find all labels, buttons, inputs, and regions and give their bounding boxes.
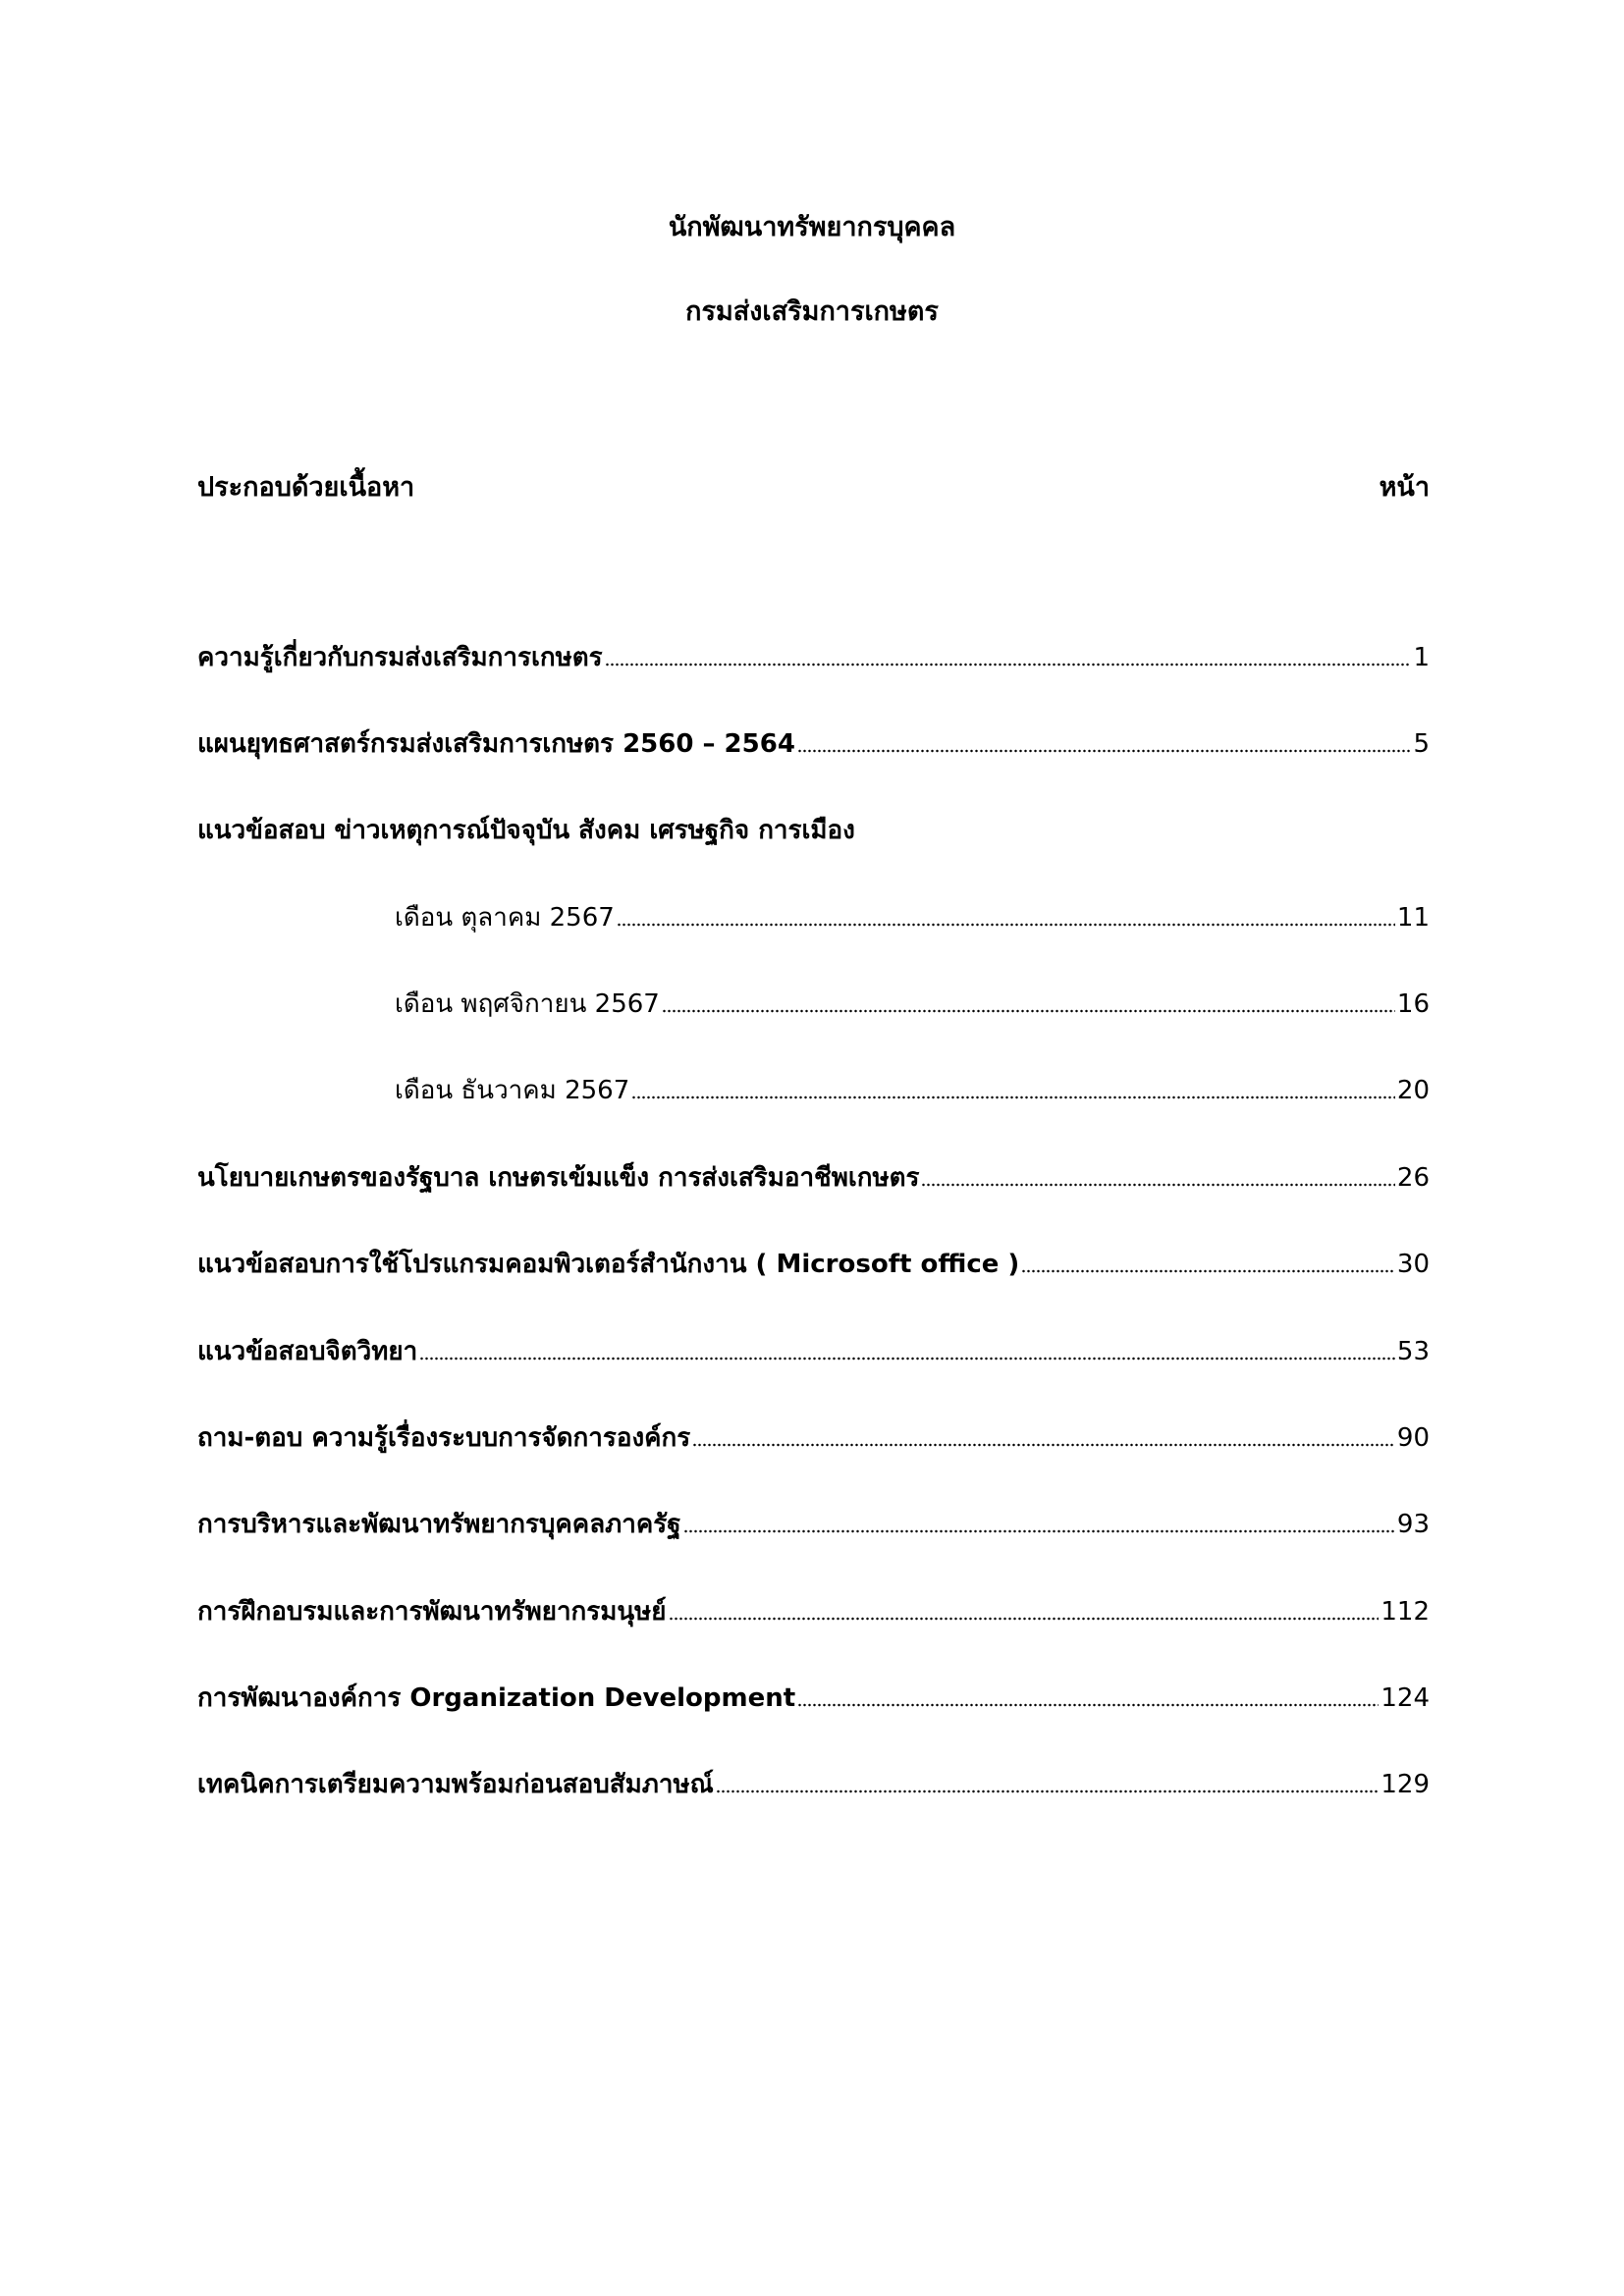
toc-entry-page: 129 [1380,1770,1430,1799]
dot-leader [692,1439,1395,1447]
toc-entry-page: 93 [1396,1510,1430,1539]
toc-entry-label: เทคนิคการเตรียมความพร้อมก่อนสอบสัมภาษณ์ [197,1770,714,1799]
toc-entry-page: 16 [1396,989,1430,1019]
toc-entry[interactable] [197,1591,1430,1632]
dot-leader [683,1525,1395,1533]
toc-entry-page: 5 [1413,729,1430,759]
dot-leader [617,919,1395,927]
toc-entry[interactable] [197,1764,1430,1805]
toc-entry-page: 26 [1396,1163,1430,1193]
toc-entry-label: ความรู้เกี่ยวกับกรมส่งเสริมการเกษตร [197,643,603,672]
toc-entry-label: แนวข้อสอบจิตวิทยา [197,1337,418,1366]
dot-leader [669,1613,1380,1621]
toc-page-label: หน้า [1379,471,1430,503]
toc-entry-label: ถาม-ตอบ ความรู้เรื่องระบบการจัดการองค์กร [197,1423,691,1453]
dot-leader [797,1699,1379,1707]
toc-entry-label: นโยบายเกษตรของรัฐบาล เกษตรเข้มแข็ง การส่งเสริมอาชีพเกษตร [197,1163,920,1193]
toc-entry-label: แผนยุทธศาสตร์กรมส่งเสริมการเกษตร 2560 – 2564 [197,729,795,759]
dot-leader [419,1353,1395,1361]
toc-entry-label: เดือน ตุลาคม 2567 [395,903,615,933]
toc-sub-entry[interactable] [395,1070,1430,1111]
dot-leader [1021,1265,1395,1273]
toc-entry-page: 30 [1396,1250,1430,1279]
toc-entry[interactable] [197,637,1430,678]
dot-leader [662,1005,1395,1013]
toc-entry[interactable] [197,1157,1430,1199]
toc-entry-page: 53 [1396,1337,1430,1366]
toc-entry-label: เดือน พฤศจิกายน 2567 [395,989,660,1019]
toc-entry-label: แนวข้อสอบการใช้โปรแกรมคอมพิวเตอร์สำนักงาน ( Microsoft office ) [197,1250,1020,1279]
toc-entry-page: 11 [1396,903,1430,933]
toc-entry-label: การบริหารและพัฒนาทรัพยากรบุคคลภาครัฐ [197,1510,681,1539]
toc-entry[interactable] [197,1331,1430,1372]
toc-sub-entry[interactable] [395,984,1430,1025]
toc-entry-label: การฝึกอบรมและการพัฒนาทรัพยากรมนุษย์ [197,1597,667,1627]
toc-entry-page: 90 [1396,1423,1430,1453]
document-subtitle: กรมส่งเสริมการเกษตร [685,296,939,327]
dot-leader [605,659,1412,667]
dot-leader [921,1179,1394,1187]
toc-entry[interactable] [197,1244,1430,1285]
dot-leader [631,1092,1395,1099]
toc-entry-page: 124 [1380,1683,1430,1713]
toc-entry[interactable] [197,1678,1430,1719]
toc-entry-label: แนวข้อสอบ ข่าวเหตุการณ์ปัจจุบัน สังคม เศรษฐกิจ การเมือง [197,816,855,845]
toc-entry[interactable] [197,1504,1430,1545]
toc-contents-label: ประกอบด้วยเนื้อหา [197,471,415,503]
toc-section-heading [197,810,1430,851]
toc-entry-label: เดือน ธันวาคม 2567 [395,1076,630,1105]
dot-leader [797,745,1412,753]
toc-entry-label: การพัฒนาองค์การ Organization Development [197,1683,796,1713]
toc-entry[interactable] [197,723,1430,765]
toc-entry-page: 1 [1413,643,1430,672]
document-title: นักพัฒนาทรัพยากรบุคคล [668,212,956,242]
toc-entry-page: 20 [1396,1076,1430,1105]
dot-leader [716,1786,1380,1793]
toc-sub-entry[interactable] [395,897,1430,938]
toc-entry-page: 112 [1380,1597,1430,1627]
toc-entry[interactable] [197,1417,1430,1459]
